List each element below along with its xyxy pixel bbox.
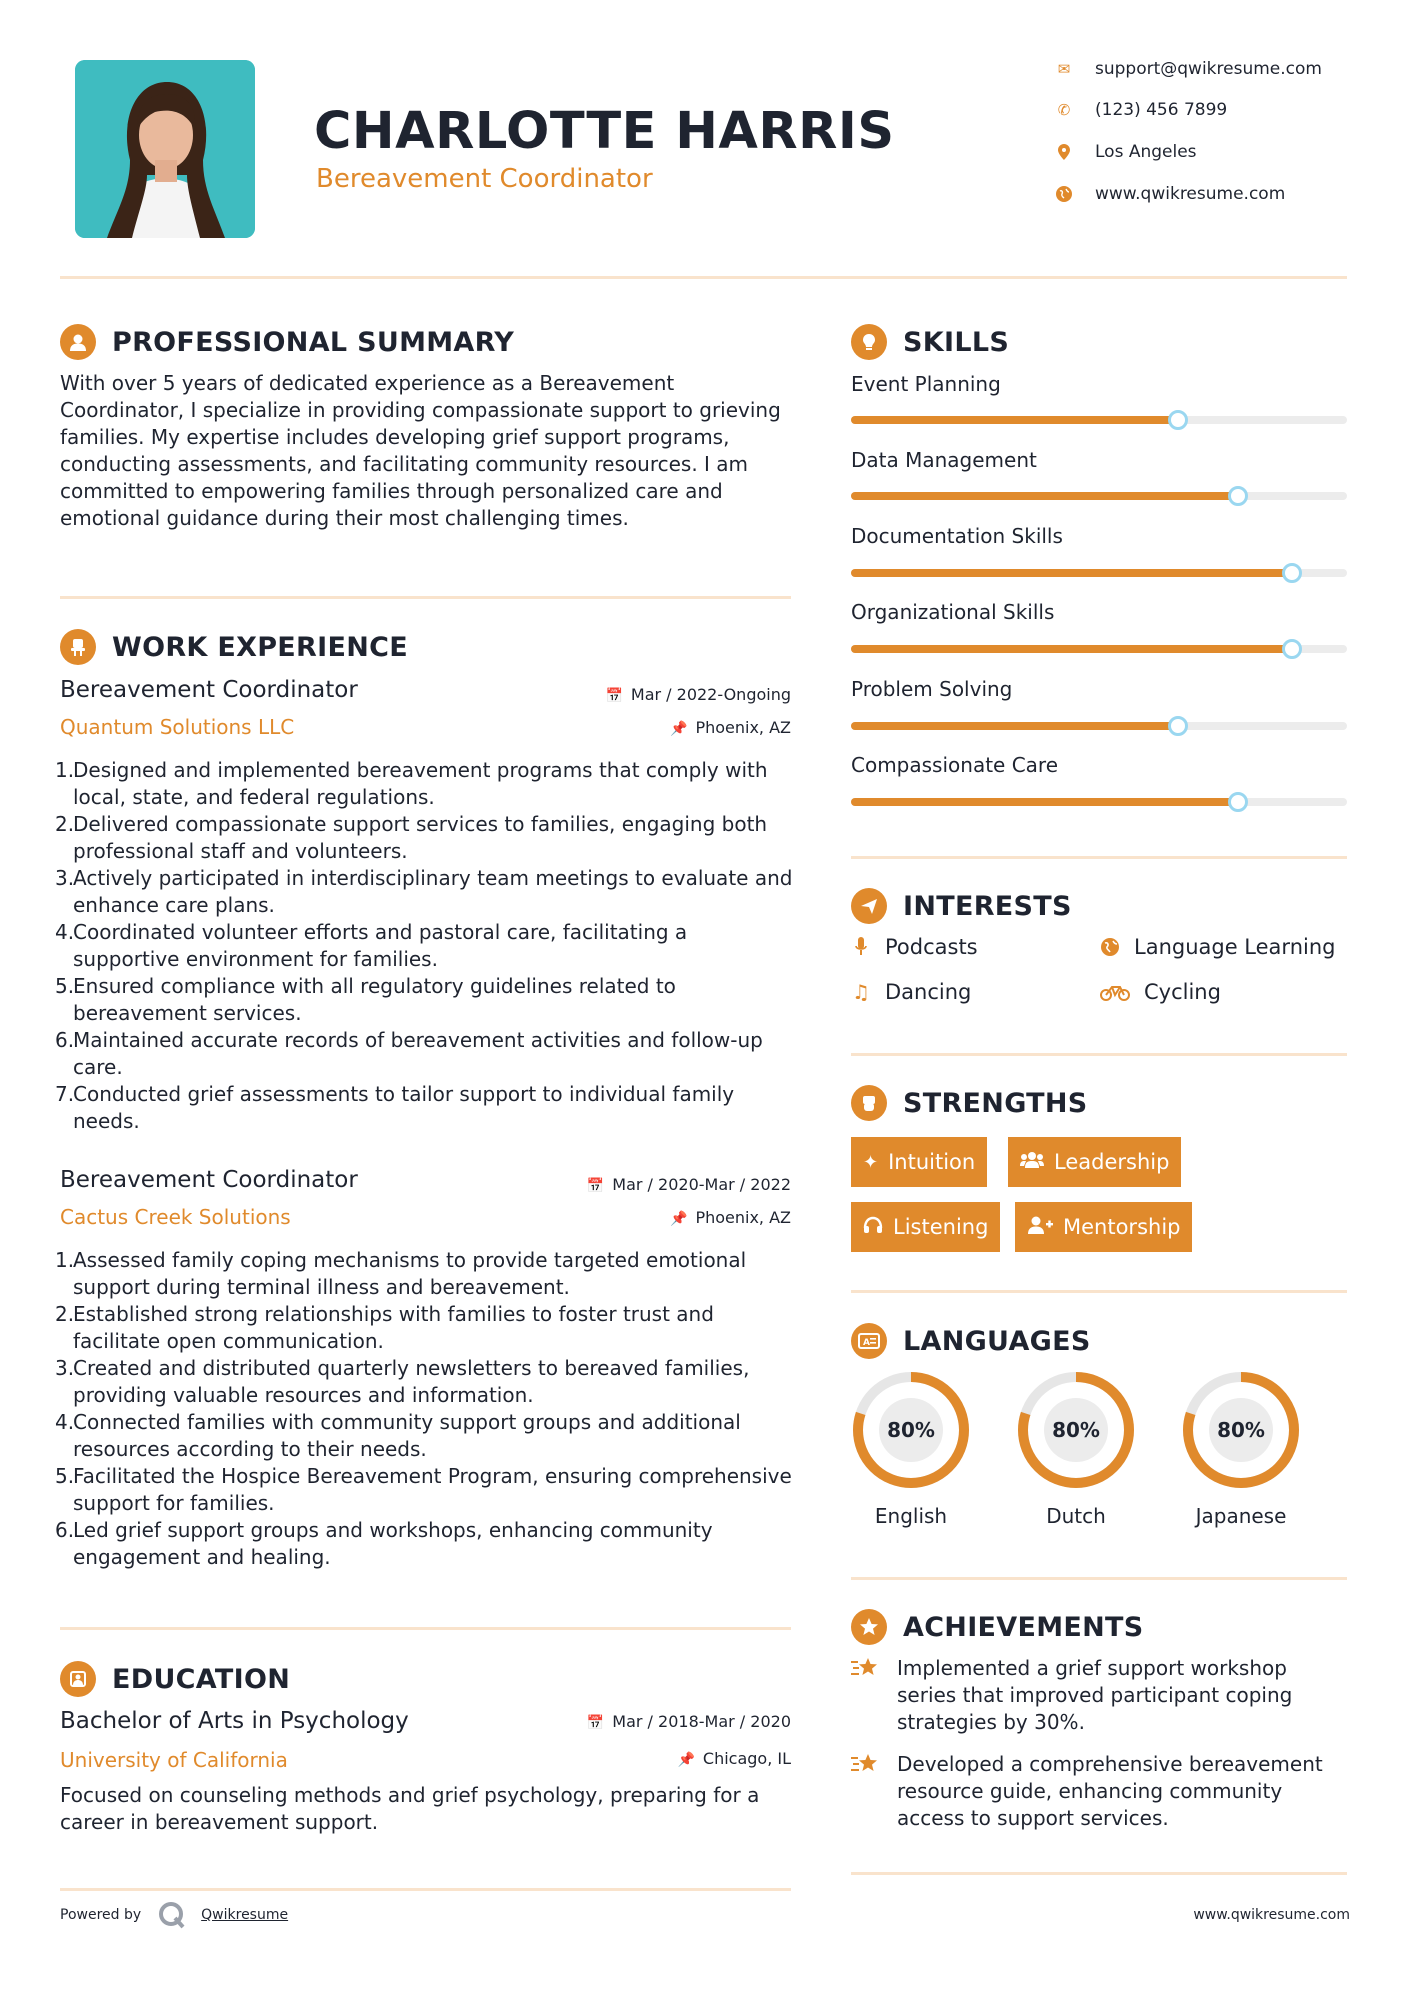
skill-bar	[851, 645, 1347, 653]
interest-label: Language Learning	[1134, 935, 1336, 959]
strength-label: Leadership	[1054, 1150, 1170, 1174]
qwikresume-link[interactable]: Qwikresume	[201, 1907, 289, 1923]
achievements-divider	[851, 1872, 1347, 1875]
job-responsibilities-list	[55, 757, 795, 1135]
language-progress-ring	[851, 1370, 971, 1490]
summary-section-header	[60, 324, 514, 360]
skill-bar-fill	[851, 569, 1292, 577]
strengths-section-header	[851, 1085, 1088, 1121]
language-name: English	[874, 1504, 948, 1528]
languages-section-header	[851, 1323, 1091, 1359]
skills-section-header	[851, 324, 1009, 360]
language-name: Dutch	[1046, 1504, 1106, 1528]
language-percent: 80%	[887, 1418, 935, 1442]
user-icon	[60, 324, 96, 360]
job-dates	[605, 685, 791, 704]
contact-phone[interactable]	[1055, 99, 1355, 121]
education-location-text: Chicago, IL	[702, 1749, 791, 1768]
experience-heading: WORK EXPERIENCE	[112, 631, 408, 663]
skill-name: Compassionate Care	[851, 753, 1059, 777]
job-title: Bereavement Coordinator	[60, 677, 358, 703]
skill-bar	[851, 798, 1347, 806]
contact-email-text: support@qwikresume.com	[1095, 59, 1322, 79]
job-dates	[587, 1175, 791, 1194]
job-location-text: Phoenix, AZ	[695, 1208, 791, 1227]
strength-chip	[1008, 1137, 1181, 1187]
skill-name: Data Management	[851, 448, 1037, 472]
shooting-star-icon	[851, 1751, 881, 1832]
achievements-heading: ACHIEVEMENTS	[903, 1611, 1144, 1643]
candidate-title: Bereavement Coordinator	[316, 164, 653, 194]
list-item: 3. Created and distributed quarterly newsletters to bereaved families, providing valuable resources and information.	[55, 1356, 750, 1407]
contact-location-text: Los Angeles	[1095, 142, 1197, 162]
language-name: Japanese	[1195, 1504, 1287, 1528]
skill-name: Event Planning	[851, 372, 1001, 396]
job-company: Cactus Creek Solutions	[60, 1205, 291, 1229]
profile-photo	[75, 60, 255, 238]
footer-powered-by	[60, 1900, 288, 1930]
job-company: Quantum Solutions LLC	[60, 715, 295, 739]
interests-divider	[851, 1053, 1347, 1056]
job-dates-text: Mar / 2022-Ongoing	[630, 685, 791, 704]
skills-divider	[851, 856, 1347, 859]
svg-text:A: A	[863, 1338, 870, 1348]
strengths-heading: STRENGTHS	[903, 1087, 1088, 1119]
skill-bar-knob	[1168, 716, 1188, 736]
list-item: 1. Designed and implemented bereavement programs that comply with local, state, and federal regulations.	[55, 758, 768, 809]
education-school: University of California	[60, 1748, 288, 1772]
list-item: 2. Established strong relationships with families to foster trust and facilitate open communication.	[55, 1302, 714, 1353]
list-item: 7. Conducted grief assessments to tailor support to individual family needs.	[55, 1082, 735, 1133]
interest-label: Dancing	[885, 980, 972, 1004]
skill-bar-knob	[1228, 486, 1248, 506]
education-heading: EDUCATION	[112, 1663, 291, 1695]
globe-icon	[1100, 937, 1120, 957]
profile-photo-image	[75, 60, 255, 238]
header-divider	[60, 276, 1347, 279]
list-item: 6. Led grief support groups and workshops, enhancing community engagement and healing.	[55, 1518, 713, 1569]
languages-heading: LANGUAGES	[903, 1325, 1091, 1357]
summary-heading: PROFESSIONAL SUMMARY	[112, 326, 515, 358]
envelope-icon: ✉	[1057, 60, 1071, 78]
skill-bar-knob	[1168, 410, 1188, 430]
interest-item	[851, 935, 978, 959]
education-divider	[60, 1888, 791, 1891]
calendar-icon: 📅	[586, 1178, 605, 1194]
star-icon	[851, 1609, 887, 1645]
education-location	[677, 1749, 791, 1768]
magic-wand-icon: ✦	[863, 1151, 879, 1173]
list-item: 3. Actively participated in interdisciplinary team meetings to evaluate and enhance care plans.	[55, 866, 793, 917]
language-progress-ring	[1181, 1370, 1301, 1490]
graduate-icon	[60, 1661, 96, 1697]
language-card-icon	[851, 1323, 887, 1359]
list-item: 4. Coordinated volunteer efforts and pastoral care, facilitating a supportive environment for families.	[55, 920, 688, 971]
interest-label: Cycling	[1144, 980, 1221, 1004]
user-plus-icon	[1027, 1216, 1053, 1239]
strength-chip	[1015, 1202, 1192, 1252]
summary-text: With over 5 years of dedicated experience as a Bereavement Coordinator, I specialize in providing compassionate support to grieving families. My expertise includes developing grief support programs, conducting assessments, and facilitating community resources. I am committed to empowering families through personalized care and emotional guidance during their most challenging times.	[60, 371, 781, 530]
contact-website-text: www.qwikresume.com	[1095, 184, 1286, 204]
language-item	[1181, 1370, 1301, 1528]
achievement-item	[851, 1751, 1351, 1832]
skill-bar-fill	[851, 722, 1178, 730]
skills-heading: SKILLS	[903, 326, 1010, 358]
phone-icon: ✆	[1057, 101, 1071, 119]
skill-name: Problem Solving	[851, 677, 1013, 701]
job-location	[670, 718, 791, 737]
summary-divider	[60, 596, 791, 599]
pushpin-icon: 📌	[677, 1752, 695, 1768]
job-location-text: Phoenix, AZ	[695, 718, 791, 737]
shooting-star-icon	[851, 1655, 881, 1736]
pushpin-icon: 📌	[670, 1211, 688, 1227]
headphones-icon	[863, 1216, 883, 1239]
skill-bar-knob	[1282, 563, 1302, 583]
language-percent: 80%	[1217, 1418, 1265, 1442]
contact-location	[1055, 141, 1355, 163]
contact-website[interactable]	[1055, 183, 1355, 205]
contact-email[interactable]	[1055, 58, 1355, 80]
interest-item	[851, 980, 971, 1004]
job-responsibilities-list	[55, 1247, 800, 1571]
experience-section-header	[60, 629, 408, 665]
education-description: Focused on counseling methods and grief psychology, preparing for a career in bereavement support.	[60, 1783, 760, 1834]
education-degree: Bachelor of Arts in Psychology	[60, 1708, 409, 1734]
skill-bar-fill	[851, 798, 1238, 806]
experience-divider	[60, 1627, 791, 1630]
skill-name: Documentation Skills	[851, 524, 1063, 548]
skill-bar-knob	[1282, 639, 1302, 659]
list-item: 6. Maintained accurate records of bereavement activities and follow-up care.	[55, 1028, 763, 1079]
job-location	[670, 1208, 791, 1227]
job-title: Bereavement Coordinator	[60, 1167, 358, 1193]
language-percent: 80%	[1052, 1418, 1100, 1442]
microphone-icon	[851, 937, 871, 957]
calendar-icon: 📅	[605, 688, 623, 704]
map-pin-icon	[1055, 143, 1073, 161]
achievement-text: Implemented a grief support workshop series that improved participant coping strategies by 30%.	[897, 1656, 1293, 1734]
users-icon	[1020, 1151, 1044, 1174]
list-item: 4. Connected families with community support groups and additional resources according to their needs.	[55, 1410, 741, 1461]
pushpin-icon: 📌	[670, 721, 688, 737]
paper-plane-icon	[851, 888, 887, 924]
skill-bar-fill	[851, 416, 1178, 424]
strength-label: Intuition	[888, 1150, 976, 1174]
list-item: 1. Assessed family coping mechanisms to provide targeted emotional support during terminal illness and bereavement.	[55, 1248, 747, 1299]
list-item: 2. Delivered compassionate support services to families, engaging both professional staff and volunteers.	[55, 812, 768, 863]
strengths-divider	[851, 1290, 1347, 1293]
interest-item	[1100, 935, 1335, 959]
skill-bar	[851, 416, 1347, 424]
languages-divider	[851, 1577, 1347, 1580]
strength-label: Listening	[893, 1215, 989, 1239]
powered-by-label: Powered by	[60, 1907, 142, 1923]
interest-label: Podcasts	[885, 935, 978, 959]
education-dates	[587, 1712, 791, 1731]
qwikresume-logo-icon	[157, 1900, 187, 1930]
skill-bar-knob	[1228, 792, 1248, 812]
fist-icon	[851, 1085, 887, 1121]
list-item: 5. Facilitated the Hospice Bereavement Program, ensuring comprehensive support for families.	[55, 1464, 792, 1515]
interests-section-header	[851, 888, 1072, 924]
language-item	[1016, 1370, 1136, 1528]
candidate-name: CHARLOTTE HARRIS	[314, 102, 895, 161]
education-dates-text: Mar / 2018-Mar / 2020	[612, 1712, 791, 1731]
interests-heading: INTERESTS	[903, 890, 1072, 922]
language-item	[851, 1370, 971, 1528]
music-note-icon: ♫	[852, 980, 870, 1004]
achievements-section-header	[851, 1609, 1144, 1645]
calendar-icon: 📅	[586, 1715, 605, 1731]
interest-item	[1100, 980, 1221, 1004]
skill-bar-fill	[851, 645, 1292, 653]
globe-icon	[1055, 185, 1073, 203]
list-item: 5. Ensured compliance with all regulatory guidelines related to bereavement services.	[55, 974, 676, 1025]
skill-bar-fill	[851, 492, 1238, 500]
strength-chip	[851, 1137, 987, 1187]
contact-phone-text: (123) 456 7899	[1095, 100, 1228, 120]
bicycle-icon	[1100, 983, 1130, 1001]
lightbulb-icon	[851, 324, 887, 360]
footer-website[interactable]: www.qwikresume.com	[1193, 1907, 1350, 1923]
skill-bar	[851, 492, 1347, 500]
skill-bar	[851, 569, 1347, 577]
language-progress-ring	[1016, 1370, 1136, 1490]
education-section-header	[60, 1661, 290, 1697]
strength-label: Mentorship	[1063, 1215, 1181, 1239]
job-dates-text: Mar / 2020-Mar / 2022	[612, 1175, 791, 1194]
skill-name: Organizational Skills	[851, 600, 1055, 624]
strength-chip	[851, 1202, 1000, 1252]
achievement-item	[851, 1655, 1351, 1736]
achievement-text: Developed a comprehensive bereavement resource guide, enhancing community access to support services.	[897, 1752, 1323, 1830]
chair-icon	[60, 629, 96, 665]
skill-bar	[851, 722, 1347, 730]
